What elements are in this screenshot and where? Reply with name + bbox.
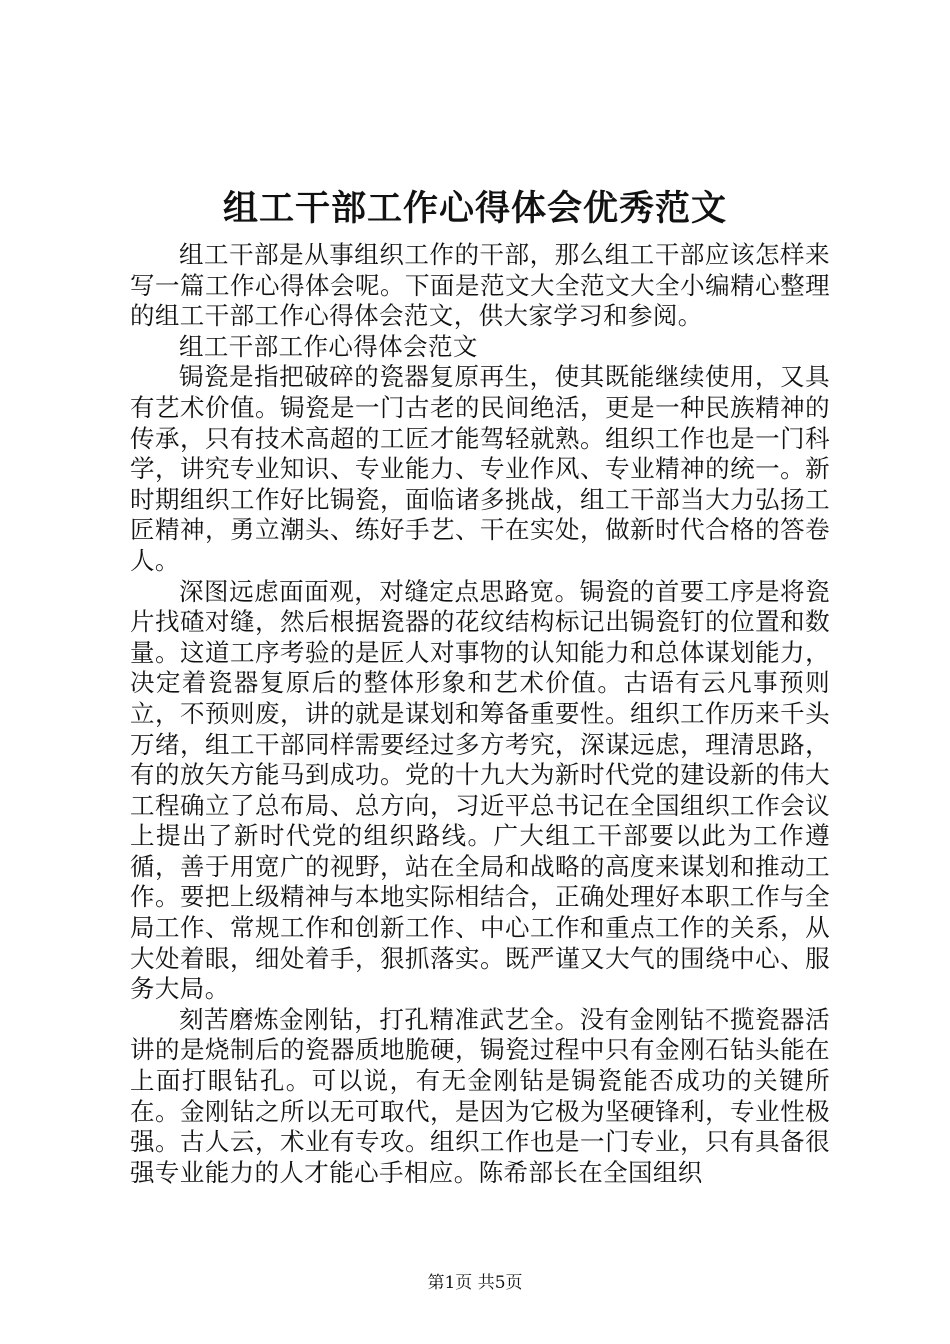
paragraph-body: 刻苦磨炼金刚钻，打孔精准武艺全。没有金刚钻不揽瓷器活讲的是烧制后的瓷器质地脆硬，锔瓷过程中只有金刚石钻头能在上面打眼钻孔。可以说，有无金刚钻是锔瓷能否成功的关键所在。金刚钻之所以无可取代，是因为它极为坚硬锋利，专业性极强。古人云，术业有专攻。组织工作也是一门专业，只有具备很强专业能力的人才能心手相应。陈希部长在全国组织 bbox=[130, 1004, 830, 1187]
paragraph-intro: 组工干部是从事组织工作的干部，那么组工干部应该怎样来写一篇工作心得体会呢。下面是范文大全范文大全小编精心整理的组工干部工作心得体会范文，供大家学习和参阅。 bbox=[130, 240, 830, 331]
paragraph-body: 深图远虑面面观，对缝定点思路宽。锔瓷的首要工序是将瓷片找碴对缝，然后根据瓷器的花纹结构标记出锔瓷钉的位置和数量。这道工序考验的是匠人对事物的认知能力和总体谋划能力，决定着瓷器复原后的整体形象和艺术价值。古语有云凡事预则立，不预则废，讲的就是谋划和筹备重要性。组织工作历来千头万绪，组工干部同样需要经过多方考究，深谋远虑，理清思路，有的放矢方能马到成功。党的十九大为新时代党的建设新的伟大工程确立了总布局、总方向，习近平总书记在全国组织工作会议上提出了新时代党的组织路线。广大组工干部要以此为工作遵循，善于用宽广的视野，站在全局和战略的高度来谋划和推动工作。要把上级精神与本地实际相结合，正确处理好本职工作与全局工作、常规工作和创新工作、中心工作和重点工作的关系，从大处着眼，细处着手，狠抓落实。既严谨又大气的围绕中心、服务大局。 bbox=[130, 576, 830, 1004]
document-body bbox=[130, 240, 830, 1188]
paragraph-subtitle: 组工干部工作心得体会范文 bbox=[179, 331, 478, 361]
page-footer: 第1页 共5页 bbox=[427, 1273, 523, 1293]
paragraph-body: 锔瓷是指把破碎的瓷器复原再生，使其既能继续使用，又具有艺术价值。锔瓷是一门古老的民间绝活，更是一种民族精神的传承，只有技术高超的工匠才能驾轻就熟。组织工作也是一门科学，讲究专业知识、专业能力、专业作风、专业精神的统一。新时期组织工作好比锔瓷，面临诸多挑战，组工干部当大力弘扬工匠精神，勇立潮头、练好手艺、干在实处，做新时代合格的答卷人。 bbox=[130, 362, 830, 575]
document-title: 组工干部工作心得体会优秀范文 bbox=[222, 189, 727, 229]
